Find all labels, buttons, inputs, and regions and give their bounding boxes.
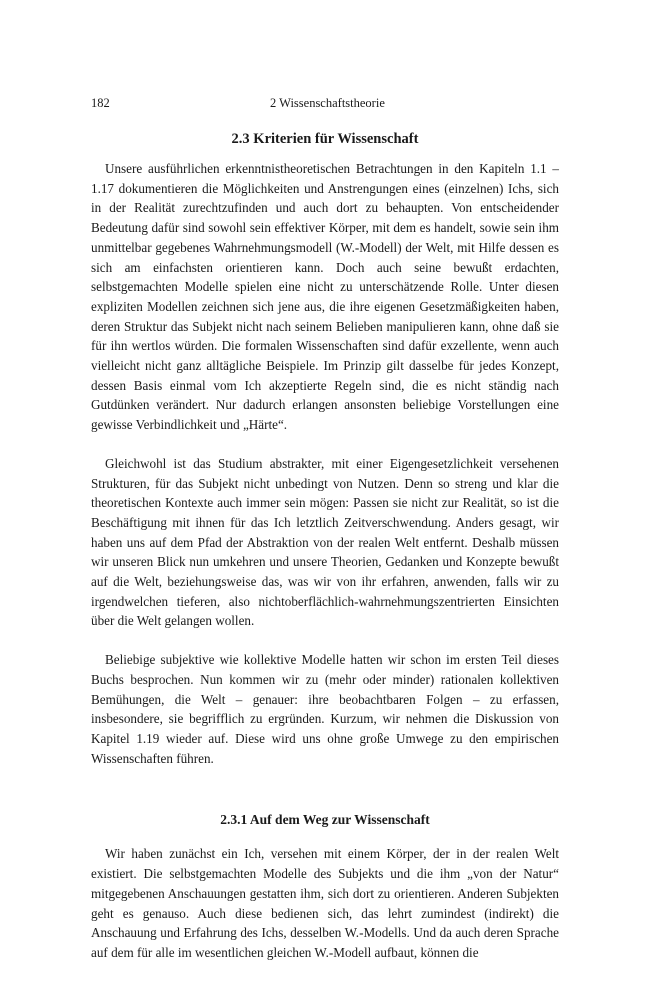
paragraph: Gleichwohl ist das Studium abstrakter, mit einer Eigengesetzlichkeit versehenen Strukturen, für das Subjekt nicht unbedingt von Nutzen. Denn so streng und klar die theoretischen Kontexte auch immer sein mögen: Passen sie nicht zur Realität, so ist die Beschäftigung mit ihnen für das Ich letztlich Zeitverschwendung. Anders gesagt, wir haben uns auf dem Pfad der Abstraktion von der realen Welt entfernt. Deshalb müssen wir unseren Blick nun umkehren und unsere Theorien, Gedanken und Konzepte bewußt auf die Welt, beziehungsweise das, was wir von ihr erfahren, anwenden, falls wir zu irgendwelchen tieferen, also nichtoberflächlich-wahrnehmungszentrierten Einsichten über die Welt gelangen wollen. (91, 455, 559, 629)
section-title: 2.3 Kriterien für Wissenschaft (231, 131, 419, 147)
page-number: 182 (91, 96, 110, 110)
section-body (91, 159, 559, 768)
running-chapter-title: 2 Wissenschaftstheorie (270, 96, 385, 110)
paragraph: Beliebige subjektive wie kollektive Modelle hatten wir schon im ersten Teil dieses Buchs besprochen. Nun kommen wir zu (mehr oder minder) rationalen kollektiven Bemühungen, die Welt – genauer: ihre beobachtbaren Folgen – zu erfassen, insbesondere, sie begrifflich zu ergründen. Kurzum, wir nehmen die Diskussion von Kapitel 1.19 wieder auf. Diese wird uns ohne große Umwege zu den empirischen Wissenschaften führen. (91, 652, 559, 766)
subsection-body (91, 844, 559, 962)
book-page (91, 94, 559, 974)
paragraph: Unsere ausführlichen erkenntnistheoretischen Betrachtungen in den Kapiteln 1.1 – 1.17 dokumentieren die Möglichkeiten und Anstrengungen eines (einzelnen) Ichs, sich in der Realität zurechtzufinden und auch dort zu behaupten. Von entscheidender Bedeutung dafür sind sowohl sein effektiver Körper, mit dem es handelt, sowie sein ihm unmittelbar gegebenes Wahrnehmungsmodell (W.-Modell) der Welt, mit Hilfe dessen es sich am einfachsten orientieren kann. Doch auch seine bewußt erdachten, selbstgemachten Modelle spielen eine nicht zu unterschätzende Rolle. Unter diesen expliziten Modellen zeichnen sich jene aus, die ihre eigenen Gesetzmäßigkeiten haben, deren Struktur das Subjekt nicht nach seinem Belieben manipulieren kann, ohne daß sie für ihn wertlos würden. Die formalen Wissenschaften sind dafür exzellente, wenn auch vielleicht nicht ganz alltägliche Beispiele. Im Prinzip gilt dasselbe für jedes Konzept, dessen Basis einmal vom Ich akzeptierte Regeln sind, die es nicht ständig nach Gutdünken verändert. Nur dadurch erlangen ansonsten beliebige Vorstellungen eine gewisse Verbindlichkeit und „Härte“. (91, 161, 559, 433)
paragraph: Wir haben zunächst ein Ich, versehen mit einem Körper, der in der realen Welt existiert. Die selbstgemachten Modelle des Subjekts und die ihm „von der Natur“ mitgegebenen Anschauungen gestatten ihm, sich dort zu orientieren. Anderen Subjekten geht es genauso. Auch diese bedienen sich, das lehrt zumindest (indirekt) die Anschauung und Erfahrung des Ichs, desselben W.-Modells. Und da auch deren Sprache auf dem für alle im wesentlichen gleichen W.-Modell aufbaut, können die (91, 846, 559, 960)
running-head (91, 94, 559, 112)
subsection-title: 2.3.1 Auf dem Weg zur Wissenschaft (220, 812, 430, 828)
